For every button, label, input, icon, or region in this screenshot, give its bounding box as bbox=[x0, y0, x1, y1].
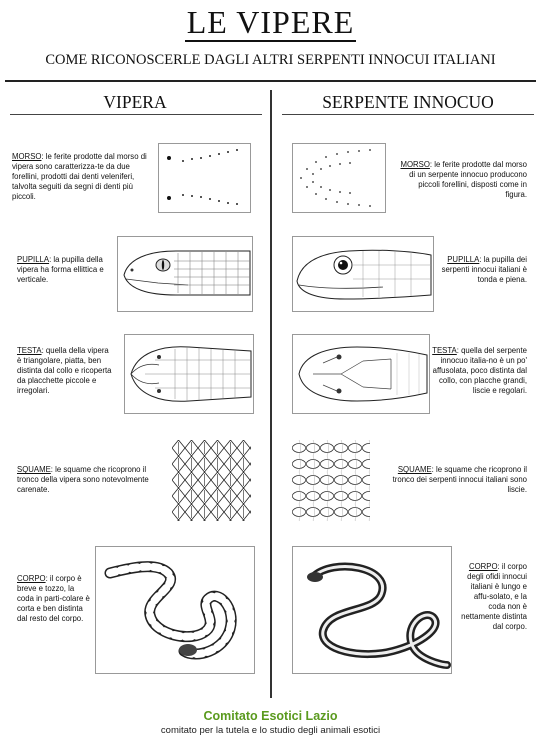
innocuo-morso-text: MORSO: le ferite prodotte dal morso di un serpente innocuo producono piccoli forellini, disposti come in figura. bbox=[400, 160, 527, 199]
column-divider bbox=[270, 90, 272, 698]
vipera-bite-illustration bbox=[158, 143, 251, 213]
vipera-scales-illustration bbox=[172, 440, 251, 521]
footer-tagline: comitato per la tutela e lo studio degli animali esotici bbox=[160, 725, 381, 736]
column-underline bbox=[10, 114, 262, 115]
column-heading-vipera: VIPERA bbox=[103, 92, 167, 112]
page-title: LE VIPERE bbox=[186, 4, 355, 40]
innocuo-corpo-text: CORPO: il corpo degli ofidi innocui italiani è lungo e affu-solato, e la coda non è nettamente distinta dal corpo. bbox=[461, 562, 527, 631]
innocuo-bite-illustration bbox=[292, 143, 386, 213]
vipera-pupilla-text: PUPILLA: la pupilla della vipera ha forma ellittica e verticale. bbox=[17, 255, 104, 284]
innocuo-eye-illustration bbox=[292, 236, 434, 312]
innocuo-pupilla-text: PUPILLA: la pupilla dei serpenti innocui italiani è tonda e piena. bbox=[441, 255, 527, 284]
innocuo-head-illustration bbox=[292, 334, 430, 414]
column-underline bbox=[282, 114, 534, 115]
vipera-morso-text: MORSO: le ferite prodotte dal morso di vipera sono caratterizza-te da due forellini, prodotti dai denti veleniferi, talvolta seguiti da segni di denti più piccoli. bbox=[12, 152, 147, 201]
vipera-eye-illustration bbox=[117, 236, 253, 312]
header-divider bbox=[5, 80, 536, 82]
innocuo-testa-text: TESTA: quella del serpente innocuo italia-no è un po' affusolata, poco distinta dal collo, con placche grandi, liscie e regolari. bbox=[432, 346, 527, 395]
vipera-corpo-text: CORPO: il corpo è breve e tozzo, la coda in parti-colare è corta e ben distinta dal resto del corpo. bbox=[17, 574, 90, 623]
innocuo-scales-illustration bbox=[292, 440, 370, 521]
vipera-testa-text: TESTA: quella della vipera è triangolare, piatta, ben distinta dal collo e ricoperta da placchette piccole e irregolari. bbox=[17, 346, 112, 395]
footer-organization: Comitato Esotici Lazio bbox=[203, 709, 338, 723]
innocuo-squame-text: SQUAME: le squame che ricoprono il tronco dei serpenti innocui italiani sono liscie. bbox=[392, 465, 527, 494]
column-heading-innocuo: SERPENTE INNOCUO bbox=[322, 92, 494, 112]
page-subtitle: COME RICONOSCERLE DAGLI ALTRI SERPENTI INNOCUI ITALIANI bbox=[45, 52, 496, 68]
vipera-body-illustration bbox=[95, 546, 255, 674]
vipera-squame-text: SQUAME: le squame che ricoprono il tronco della vipera sono notevolmente carenate. bbox=[17, 465, 149, 494]
vipera-head-illustration bbox=[124, 334, 254, 414]
innocuo-body-illustration bbox=[292, 546, 452, 674]
